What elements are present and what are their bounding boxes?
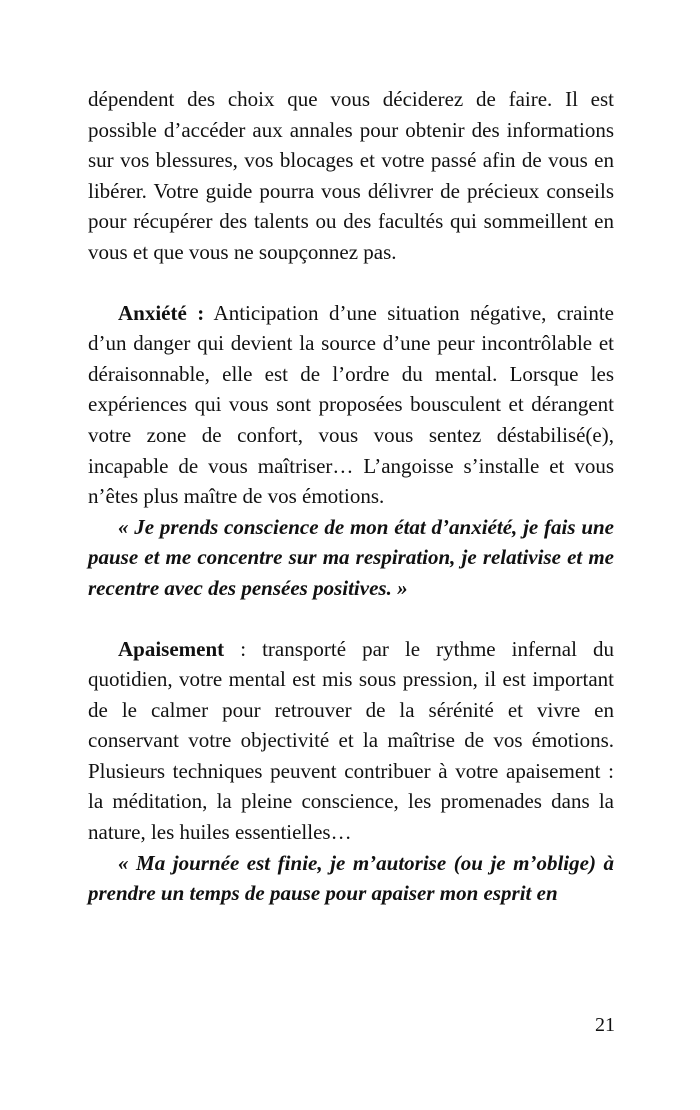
term-anxiete: Anxiété : [118,300,205,325]
term-apaisement: Apaisement [118,636,225,661]
book-page-body [88,84,614,909]
affirmation-apaisement: « Ma journée est finie, je m’autorise (ou je m’oblige) à prendre un temps de pause pour apaiser mon esprit en [88,850,614,906]
page-number: 21 [595,1014,615,1036]
paragraph-apaisement [88,634,614,848]
definition-apaisement: : transporté par le rythme infernal du quotidien, votre mental est mis sous pression, il est important de le calmer pour retrouver de la sérénité et vivre en conservant votre objectivité et la maîtrise de vos émotions. Plusieurs techniques peuvent contribuer à votre apaisement : la méditation, la pleine conscience, les promenades dans la nature, les huiles essentielles… [88,636,614,845]
paragraph-anxiete [88,298,614,512]
definition-anxiete: Anticipation d’une situation négative, crainte d’un danger qui devient la source d’une peur incontrôlable et déraisonnable, elle est de l’ordre du mental. Lorsque les expériences qui vous sont proposées bousculent et dérangent votre zone de confort, vous vous sentez déstabilisé(e), incapable de vous maîtriser… L’angoisse s’installe et vous n’êtes plus maître de vos émotions. [88,300,614,509]
paragraph-intro-continuation: dépendent des choix que vous déciderez de faire. Il est possible d’accéder aux annales pour obtenir des informations sur vos blessures, vos blocages et votre passé afin de vous en libérer. Votre guide pourra vous délivrer de précieux conseils pour récupérer des talents ou des facultés qui sommeillent en vous et que vous ne soupçonnez pas. [88,87,614,264]
affirmation-anxiete: « Je prends conscience de mon état d’anxiété, je fais une pause et me concentre sur ma respiration, je relativise et me recentre avec des pensées positives. » [88,514,614,600]
